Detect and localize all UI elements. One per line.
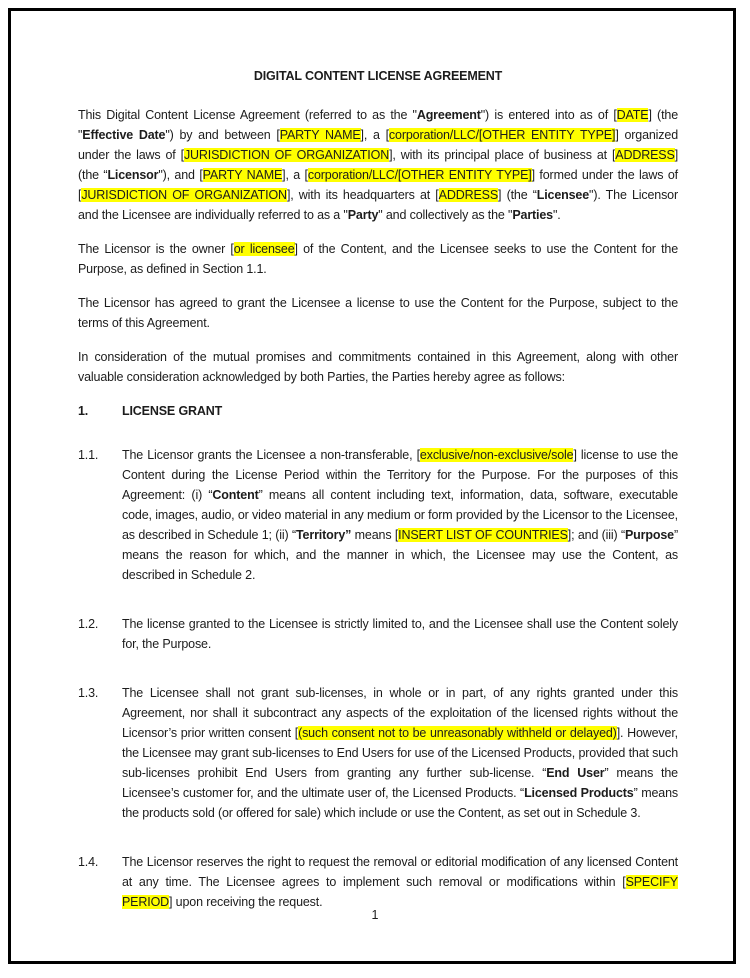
text-run: ] upon receiving the request. — [169, 895, 323, 909]
text-run: The Licensor grants the Licensee a non-transferable, [ — [122, 448, 420, 462]
clause — [78, 614, 678, 654]
text-run: This Digital Content License Agreement (referred to as the " — [78, 108, 417, 122]
defined-term: Licensee — [536, 188, 590, 202]
placeholder-highlight: ADDRESS — [615, 148, 675, 162]
clause-number: 1.2. — [78, 617, 99, 631]
defined-term: End User — [546, 766, 605, 780]
defined-term: Party — [347, 208, 379, 222]
placeholder-highlight: JURISDICTION OF ORGANIZATION — [81, 188, 287, 202]
text-run: The Licensor is the owner [ — [78, 242, 234, 256]
text-run: ] organized under the laws of [ — [78, 128, 678, 162]
section-heading-text — [122, 401, 678, 421]
text-run: The Licensor has agreed to grant the Licensee a license to use the Content for the Purpose, subject to the terms of this Agreement. — [78, 296, 678, 330]
clause-number: 1.4. — [78, 855, 99, 869]
paragraph — [78, 105, 678, 225]
placeholder-highlight: ADDRESS — [438, 188, 499, 202]
text-run: ” means the reason for which, and the manner in which, the Licensee may use the Content, as described in Schedule 2. — [122, 528, 678, 582]
clause — [78, 852, 678, 912]
text-run: "), and [ — [158, 168, 203, 182]
text-run: means [ — [351, 528, 399, 542]
section-number: 1. — [78, 404, 89, 418]
placeholder-highlight: or licensee — [233, 242, 295, 256]
text-run: ]; and (iii) “ — [567, 528, 625, 542]
text-run: "). The Licensor and the Licensee are individually referred to as a " — [78, 188, 679, 222]
clause — [78, 445, 678, 585]
text-run: ] of the Content, and the Licensee seeks to use the Content for the Purpose, as defined in Section 1.1. — [78, 242, 679, 276]
placeholder-highlight: exclusive/non-exclusive/sole — [419, 448, 574, 462]
text-run: ” means all content including text, information, data, software, executable code, images, audio, or video material in any medium or form provided by the Licensor to the Licensee, as described in Schedule 1; (ii) “ — [122, 488, 678, 542]
placeholder-highlight: JURISDICTION OF ORGANIZATION — [183, 148, 390, 162]
placeholder-highlight: PARTY NAME — [279, 128, 361, 142]
defined-term: Licensed Products — [524, 786, 634, 800]
text-run: ]. However, the Licensee may grant sub-licenses to End Users for use of the Licensed Products, provided that such sub-licenses prohibit End Users from granting any further sub-license. “ — [122, 726, 678, 780]
clause-text — [122, 852, 678, 912]
text-run: ". — [552, 208, 561, 222]
defined-term: LICENSE GRANT — [122, 404, 223, 418]
placeholder-highlight: (such consent not to be unreasonably withheld or delayed) — [298, 726, 617, 740]
placeholder-highlight: PARTY NAME — [202, 168, 283, 182]
defined-term: Parties — [512, 208, 553, 222]
placeholder-highlight: SPECIFY PERIOD — [122, 875, 678, 909]
text-run: The Licensor reserves the right to request the removal or editorial modification of any licensed Content at any time. The Licensee agrees to implement such removal or modifications within [ — [122, 855, 678, 889]
text-run: ” means the Licensee’s customer for, and the ultimate user of, the Licensed Products. “ — [122, 766, 678, 800]
text-run: ") by and between [ — [165, 128, 280, 142]
text-run: ") is entered into as of [ — [480, 108, 617, 122]
defined-term: Effective Date — [82, 128, 166, 142]
text-run: ], a [ — [282, 168, 308, 182]
paragraph — [78, 293, 678, 333]
text-run: " and collectively as the " — [378, 208, 513, 222]
document-title — [78, 66, 678, 86]
text-run: ] license to use the Content during the License Period within the Territory for the Purpose. For the purposes of this Agreement: (i) “ — [122, 448, 679, 502]
clause-number: 1.3. — [78, 686, 99, 700]
text-run: ], with its headquarters at [ — [286, 188, 439, 202]
defined-term: Licensor — [107, 168, 159, 182]
placeholder-highlight: corporation/LLC/[OTHER ENTITY TYPE] — [307, 168, 532, 182]
placeholder-highlight: DATE — [616, 108, 649, 122]
defined-term: Territory” — [296, 528, 352, 542]
text-run: ] formed under the laws of [ — [78, 168, 678, 202]
document-body — [78, 66, 678, 941]
paragraph — [78, 239, 678, 279]
text-run: ], with its principal place of business at [ — [389, 148, 616, 162]
clause-text — [122, 683, 678, 823]
text-run: In consideration of the mutual promises and commitments contained in this Agreement, along with other valuable consideration acknowledged by both Parties, the Parties hereby agree as follows: — [78, 350, 678, 384]
placeholder-highlight: INSERT LIST OF COUNTRIES — [398, 528, 568, 542]
paragraph — [78, 347, 678, 387]
clause-text — [122, 614, 678, 654]
placeholder-highlight: corporation/LLC/[OTHER ENTITY TYPE] — [388, 128, 616, 142]
text-run: The license granted to the Licensee is strictly limited to, and the Licensee shall use the Content solely for, the Purpose. — [122, 617, 678, 651]
page-number: 1 — [371, 908, 379, 922]
clause-number: 1.1. — [78, 448, 99, 462]
section-heading — [78, 401, 678, 421]
clause-text — [122, 445, 678, 585]
clause — [78, 683, 678, 823]
defined-term: DIGITAL CONTENT LICENSE AGREEMENT — [253, 69, 503, 83]
text-run: ], a [ — [360, 128, 389, 142]
text-run: ] (the “ — [498, 188, 537, 202]
text-run: ” means the products sold (or offered for sale) which include or use the Content, as set out in Schedule 3. — [122, 786, 678, 820]
defined-term: Content — [212, 488, 259, 502]
text-run: The Licensee shall not grant sub-licenses, in whole or in part, of any rights granted under this Agreement, nor shall it subcontract any aspects of the exploitation of the licensed rights without the Licensor’s prior written consent [ — [122, 686, 678, 740]
text-run: ] (the " — [78, 108, 678, 142]
defined-term: Agreement — [416, 108, 481, 122]
defined-term: Purpose — [625, 528, 674, 542]
text-run: ] (the “ — [78, 148, 679, 182]
